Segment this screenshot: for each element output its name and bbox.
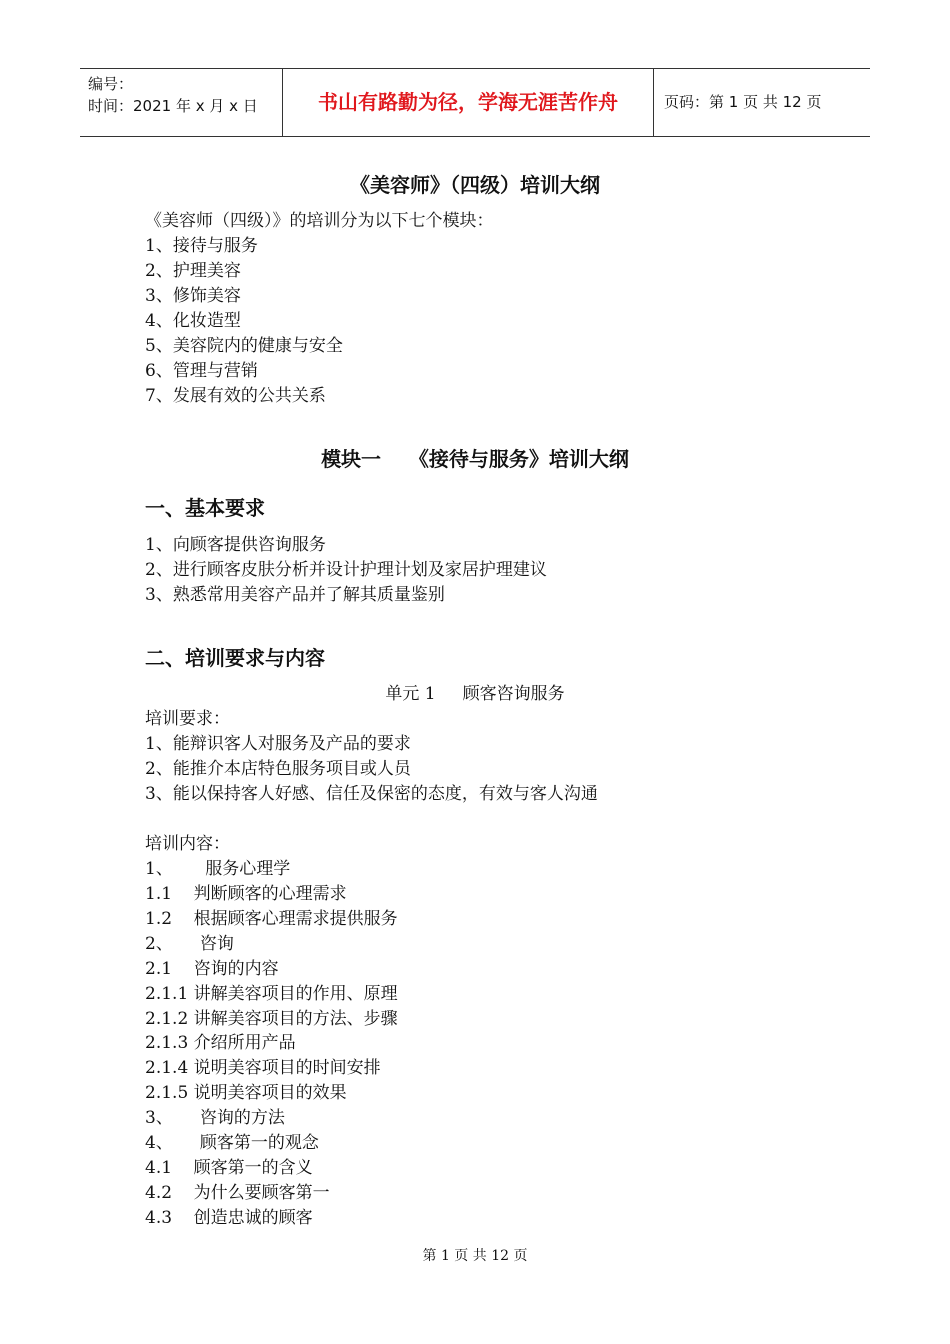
page-header bbox=[80, 68, 870, 137]
training-requirement-item: 1、能辩识客人对服务及产品的要求 bbox=[145, 734, 411, 754]
module-list-item: 5、美容院内的健康与安全 bbox=[145, 336, 343, 356]
number-label: 编号： bbox=[88, 75, 134, 93]
content-item: 4.1 顾客第一的含义 bbox=[145, 1158, 313, 1178]
training-content-label: 培训内容： bbox=[145, 834, 230, 854]
training-heading: 二、培训要求与内容 bbox=[145, 646, 325, 670]
content-item: 2.1.1 讲解美容项目的作用、原理 bbox=[145, 984, 398, 1004]
unit-title: 单元 1 顾客咨询服务 bbox=[385, 684, 565, 704]
content-item: 2.1.2 讲解美容项目的方法、步骤 bbox=[145, 1009, 398, 1029]
content-item: 2、 咨询 bbox=[145, 934, 234, 954]
document-title: 《美容师》（四级）培训大纲 bbox=[350, 173, 600, 197]
header-page-number: 页码：第 1 页 共 12 页 bbox=[664, 93, 822, 111]
training-requirement-item: 2、能推介本店特色服务项目或人员 bbox=[145, 759, 411, 779]
content-item: 3、 咨询的方法 bbox=[145, 1108, 285, 1128]
content-item: 4.3 创造忠诚的顾客 bbox=[145, 1208, 313, 1228]
header-meta bbox=[80, 69, 282, 136]
content-item: 4.2 为什么要顾客第一 bbox=[145, 1183, 330, 1203]
content-item: 2.1 咨询的内容 bbox=[145, 959, 279, 979]
content-item: 1.1 判断顾客的心理需求 bbox=[145, 884, 347, 904]
module-list-item: 4、化妆造型 bbox=[145, 311, 241, 331]
content-item: 1、 服务心理学 bbox=[145, 859, 291, 879]
training-requirement-item: 3、能以保持客人好感、信任及保密的态度，有效与客人沟通 bbox=[145, 784, 598, 804]
content-item: 4、 顾客第一的观念 bbox=[145, 1133, 319, 1153]
requirement-item: 1、向顾客提供咨询服务 bbox=[145, 535, 326, 555]
content-item: 2.1.3 介绍所用产品 bbox=[145, 1033, 296, 1053]
module-list-item: 6、管理与营销 bbox=[145, 361, 258, 381]
training-requirements-label: 培训要求： bbox=[145, 709, 230, 729]
requirement-item: 2、进行顾客皮肤分析并设计护理计划及家居护理建议 bbox=[145, 560, 547, 580]
module-list-item: 2、护理美容 bbox=[145, 261, 241, 281]
date-label: 时间：2021 年 x 月 x 日 bbox=[88, 97, 258, 115]
module-list-item: 3、修饰美容 bbox=[145, 286, 241, 306]
intro-text: 《美容师（四级）》的培训分为以下七个模块： bbox=[145, 211, 494, 231]
basic-requirements-heading: 一、基本要求 bbox=[145, 496, 265, 520]
content-item: 2.1.4 说明美容项目的时间安排 bbox=[145, 1058, 381, 1078]
module-list-item: 7、发展有效的公共关系 bbox=[145, 386, 326, 406]
header-motto: 书山有路勤为径，学海无涯苦作舟 bbox=[282, 69, 654, 136]
page-footer: 第 1 页 共 12 页 bbox=[422, 1248, 528, 1264]
content-item: 2.1.5 说明美容项目的效果 bbox=[145, 1083, 347, 1103]
module-list-item: 1、接待与服务 bbox=[145, 236, 258, 256]
requirement-item: 3、熟悉常用美容产品并了解其质量鉴别 bbox=[145, 585, 445, 605]
module1-title: 模块一 《接待与服务》培训大纲 bbox=[321, 447, 629, 471]
content-item: 1.2 根据顾客心理需求提供服务 bbox=[145, 909, 398, 929]
